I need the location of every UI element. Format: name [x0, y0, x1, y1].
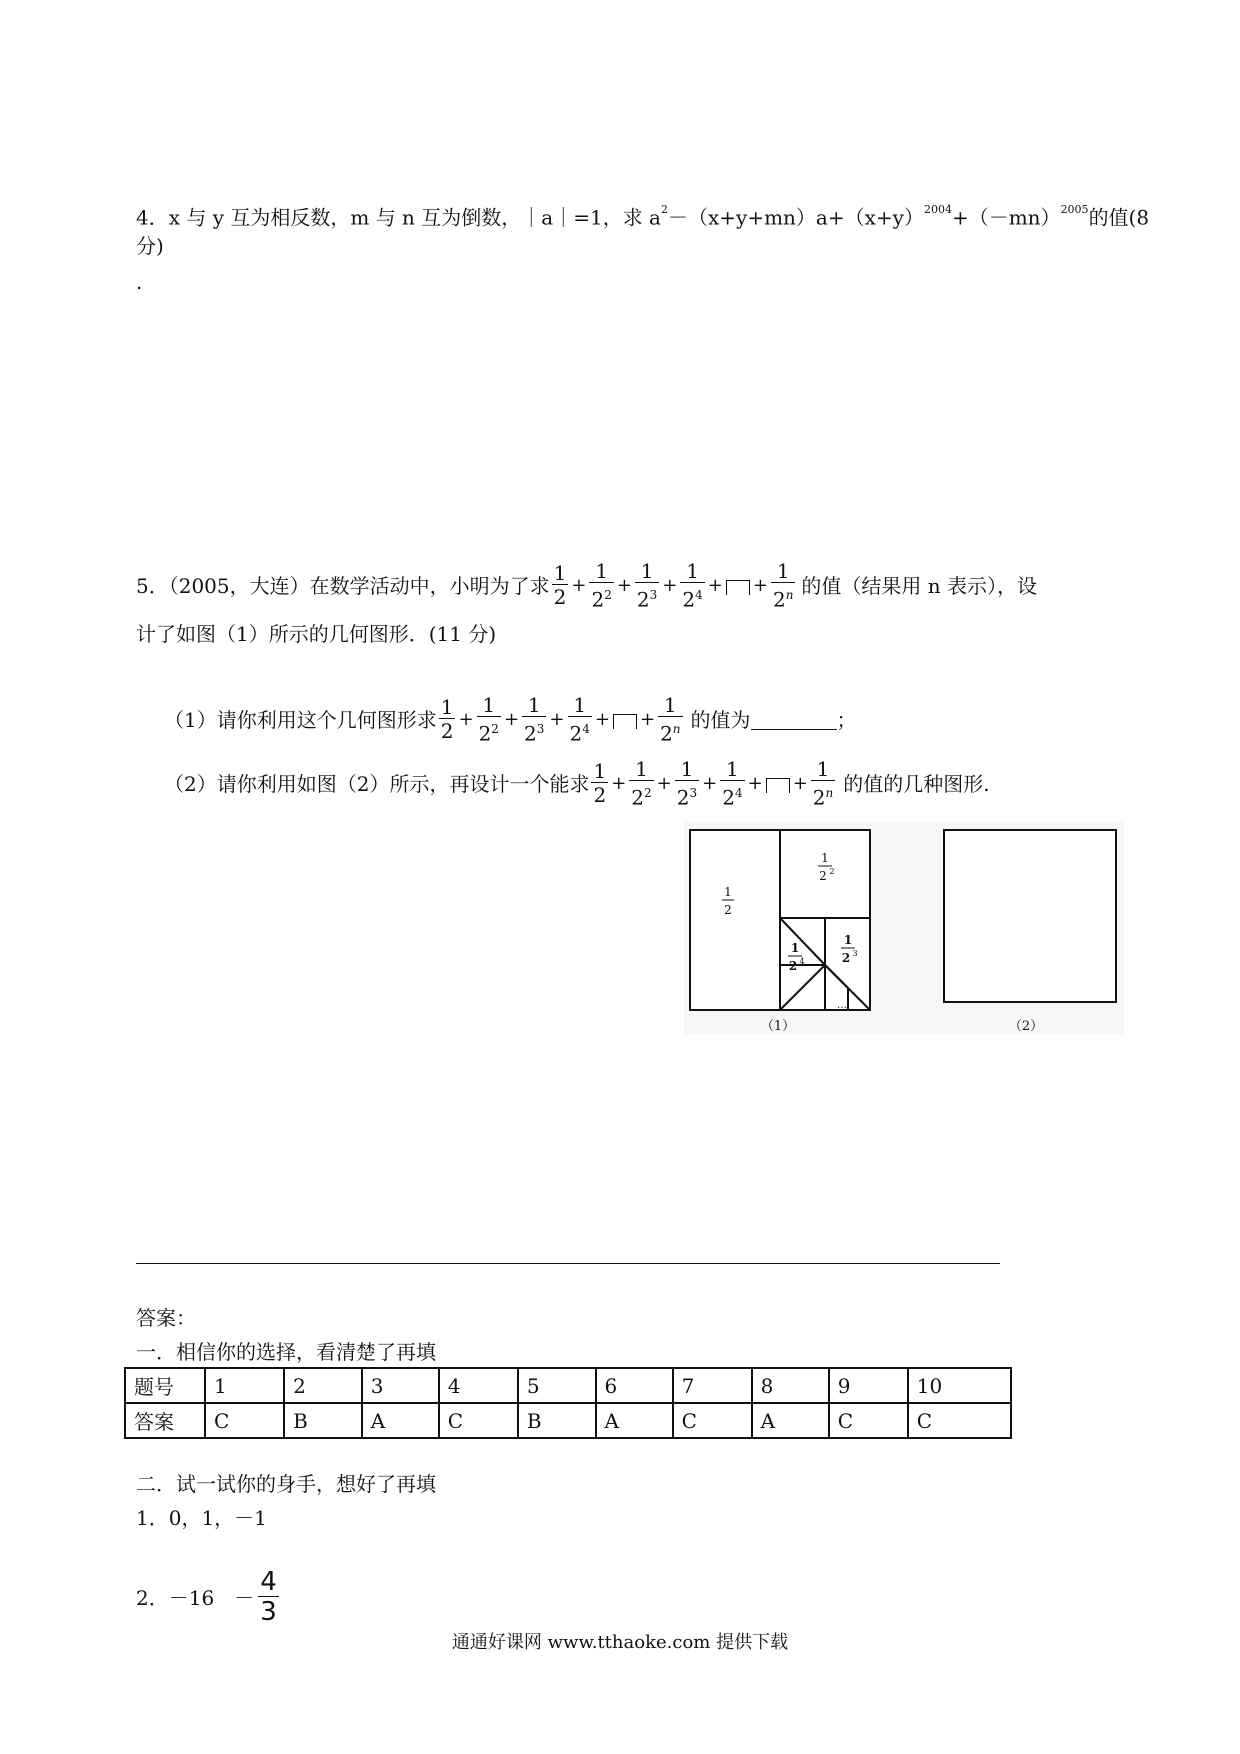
q5-intro-tail: 的值（结果用 n 表示），设: [801, 573, 1038, 598]
q5-sub2: （2）请你利用如图（2）所示，再设计一个能求 $\frac{1}{2}$ + $\frac{1}{2^2}$ + $\frac{1}{2^3}$ + $\frac{1}{2^4}$ + + $\frac{1}{2^n}$ 的值的几种图形.: [164, 757, 990, 810]
table-cell: 2: [284, 1368, 362, 1403]
figure-label-tri-right-den: 2: [841, 951, 851, 965]
fraction-1-2cube: $\frac{1}{2^3}$: [524, 693, 545, 746]
figure-2-square: [944, 830, 1116, 1002]
table-cell: 1: [205, 1368, 284, 1403]
table-header-label: 题号: [125, 1368, 205, 1403]
table-cell: 7: [673, 1368, 752, 1403]
figure-label-tri-left-num: 1: [790, 941, 800, 955]
table-cell: 5: [518, 1368, 596, 1403]
fraction-1-2cube: $\frac{1}{2^3}$: [636, 559, 658, 612]
table-cell: 8: [752, 1368, 829, 1403]
table-cell: C: [908, 1403, 1011, 1438]
ellipsis-glyph: [726, 580, 750, 595]
figure-label-tri-left-exp: 4: [799, 957, 805, 966]
figure-1: [690, 830, 870, 1010]
table-cell: C: [439, 1403, 518, 1438]
q5-sub1-text: （1）请你利用这个几何图形求: [164, 707, 437, 732]
answer-2: [136, 1568, 281, 1627]
table-cell: 3: [362, 1368, 439, 1403]
table-answer-label: 答案: [125, 1403, 205, 1438]
q5-sub2-tail: 的值的几种图形.: [843, 771, 990, 796]
table-cell: 10: [908, 1368, 1011, 1403]
q4-text-e: +（－mn）: [951, 205, 1061, 230]
fraction-1-2pown: $\frac{1}{2^n}$: [812, 757, 834, 810]
fraction-1-2: $\frac{1}{2}$: [553, 561, 567, 610]
footer-credit: 通通好课网 www.tthaoke.com 提供下载: [451, 1632, 789, 1653]
fraction-1-2pow4: $\frac{1}{2^4}$: [722, 757, 743, 810]
table-cell: B: [284, 1403, 362, 1438]
q4-text-c: －（x+y+mn）a+（x+y）: [667, 205, 924, 230]
table-cell: B: [518, 1403, 596, 1438]
answer-table: [124, 1367, 1012, 1439]
answer-1: 1．0，1，－1: [136, 1506, 267, 1530]
q4-exp-2004: 2004: [923, 203, 952, 216]
fraction-1-2pow4: $\frac{1}{2^4}$: [682, 559, 703, 612]
table-cell: 4: [439, 1368, 518, 1403]
semicolon: ；: [836, 707, 857, 732]
fraction-1-2sq: $\frac{1}{2^2}$: [591, 559, 612, 612]
fraction-1-2pow4: $\frac{1}{2^4}$: [569, 693, 590, 746]
table-cell: A: [596, 1403, 673, 1438]
answers-section-1: 一．相信你的选择，看清楚了再填: [136, 1340, 436, 1364]
q4-exp-a: 2: [660, 203, 668, 216]
q4-line3: .: [136, 270, 143, 294]
fraction-1-2sq: $\frac{1}{2^2}$: [478, 693, 499, 746]
figure-label-half-den: 2: [724, 903, 732, 917]
fraction-1-2: $\frac{1}{2}$: [440, 695, 454, 744]
answer-blank[interactable]: [751, 709, 837, 730]
fraction-1-2pown: $\frac{1}{2^n}$: [772, 559, 794, 612]
q5-sub1-tail: 的值为: [690, 707, 751, 732]
figure-label-tri-left-den: 2: [788, 959, 798, 973]
table-cell: A: [362, 1403, 439, 1438]
q4-exp-2005: 2005: [1060, 203, 1089, 216]
table-cell: C: [673, 1403, 752, 1438]
answer-2-minus: －: [234, 1585, 255, 1610]
table-row: [125, 1403, 1011, 1438]
fraction-1-2cube: $\frac{1}{2^3}$: [676, 757, 698, 810]
q4-text-a: 4．x 与 y 互为相反数，m 与 n 互为倒数，｜a｜=1，求 a: [136, 205, 661, 230]
fraction-1-2sq: $\frac{1}{2^2}$: [631, 757, 652, 810]
ellipsis-glyph: [766, 778, 790, 793]
geometry-figures: [684, 822, 1124, 1034]
figure-label-tri-right-num: 1: [843, 933, 853, 947]
table-row: [125, 1368, 1011, 1403]
ellipsis-glyph: [613, 714, 637, 729]
table-cell: C: [829, 1403, 908, 1438]
table-cell: C: [205, 1403, 284, 1438]
divider: [136, 1263, 1000, 1264]
fraction-1-2: $\frac{1}{2}$: [593, 759, 607, 808]
q5-intro-text: 5．（2005，大连）在数学活动中，小明为了求: [136, 573, 550, 598]
q4-line1: [136, 200, 1149, 232]
answers-section-2: 二．试一试你的身手，想好了再填: [136, 1472, 436, 1496]
figure-label-quarter-exp: 2: [829, 867, 835, 876]
fraction-1-2pown: $\frac{1}{2^n}$: [660, 693, 681, 746]
q5-sub1: （1）请你利用这个几何图形求 $\frac{1}{2}$ + $\frac{1}{2^2}$ + $\frac{1}{2^3}$ + $\frac{1}{2^4}$ + + $\frac{1}{2^n}$ 的值为 ；: [164, 693, 857, 746]
figure-label-quarter-num: 1: [821, 851, 829, 865]
table-cell: 9: [829, 1368, 908, 1403]
table-cell: A: [752, 1403, 829, 1438]
figure-caption-2: （2）: [1008, 1019, 1044, 1034]
q5-intro-line2: 计了如图（1）所示的几何图形．(11 分): [136, 622, 497, 646]
q4-text-g: 的值(8: [1088, 205, 1150, 230]
q5-sub2-text: （2）请你利用如图（2）所示，再设计一个能求: [164, 771, 590, 796]
q4-line2: 分): [136, 234, 164, 258]
figure-label-tri-right-exp: 3: [852, 949, 858, 958]
figure-dots: …: [837, 1000, 847, 1011]
figure-label-half-num: 1: [724, 885, 732, 899]
q5-intro-line1: 5．（2005，大连）在数学活动中，小明为了求 $\frac{1}{2}$ + $\frac{1}{2^2}$ + $\frac{1}{2^3}$ + $\frac{1}{2^4}$ + + $\frac{1}{2^n}$ 的值（结果用 n 表示），设: [136, 559, 1038, 612]
answer-2-text: 2．－16: [136, 1585, 215, 1610]
figure-caption-1: （1）: [760, 1019, 796, 1034]
answer-2-fraction: $\frac{4}{3}$: [260, 1567, 277, 1627]
answers-title: 答案：: [136, 1306, 196, 1330]
figure-label-quarter-den: 2: [819, 869, 827, 883]
table-cell: 6: [596, 1368, 673, 1403]
